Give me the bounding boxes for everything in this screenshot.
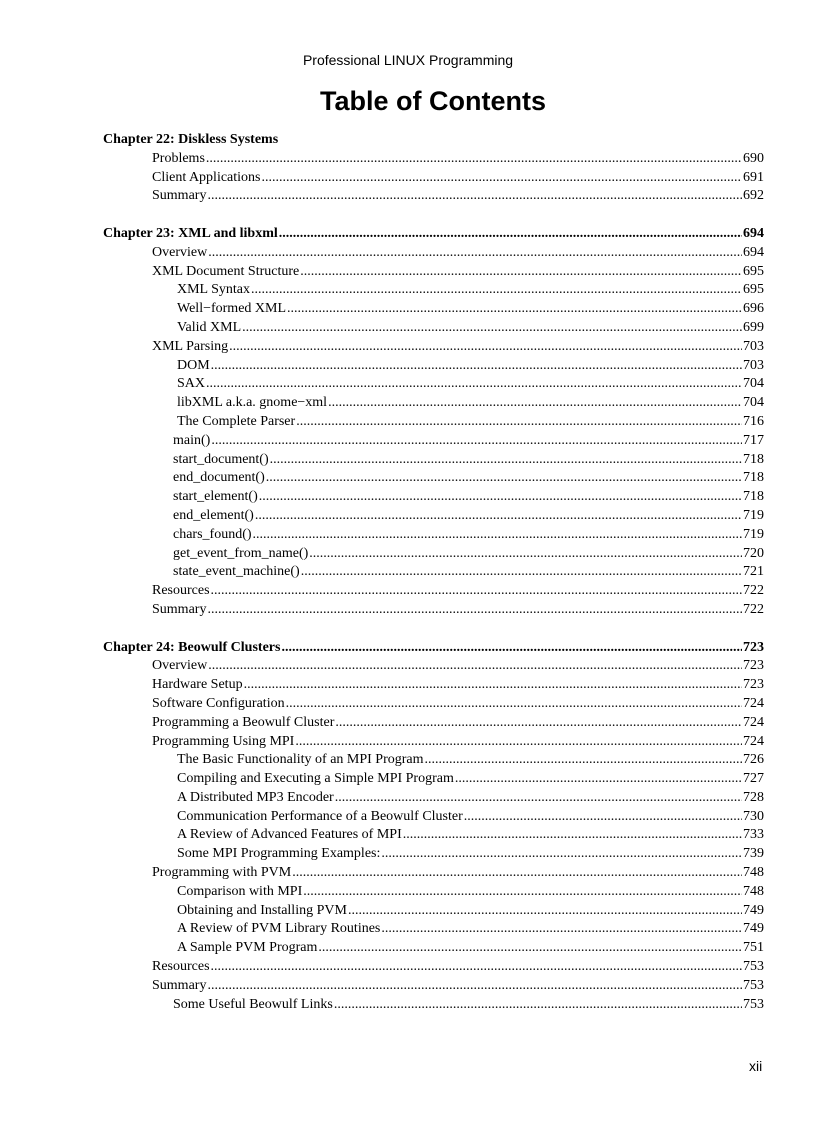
dot-leader [211, 357, 742, 376]
dot-leader [211, 958, 742, 977]
toc-page-number: 696 [743, 301, 764, 317]
toc-entry-label: Overview [152, 658, 208, 674]
toc-page-number: 720 [743, 545, 764, 561]
toc-entry-label: Some MPI Programming Examples: [177, 846, 381, 862]
toc-page-number: 726 [743, 752, 764, 768]
toc-entry-label: Valid XML [177, 319, 242, 335]
toc-entry-label: Programming with PVM [152, 865, 292, 881]
toc-entry-label: start_document() [173, 451, 269, 467]
toc-entry[interactable] [103, 507, 764, 526]
dot-leader [281, 639, 742, 658]
toc-page-number: 722 [743, 601, 764, 617]
toc-entry[interactable] [103, 357, 764, 376]
toc-page-number: 724 [743, 695, 764, 711]
toc-entry-label: Communication Performance of a Beowulf Cluster [177, 808, 463, 824]
toc-page-number: 723 [743, 639, 764, 655]
toc-entry[interactable] [103, 714, 764, 733]
toc-page-number: 695 [743, 263, 764, 279]
toc-chapter-entry[interactable] [103, 131, 764, 150]
toc-entry-label: Comparison with MPI [177, 883, 303, 899]
toc-page-number: 719 [743, 526, 764, 542]
toc-chapter-title: Chapter 22: Diskless Systems [103, 132, 279, 147]
toc-entry[interactable] [103, 958, 764, 977]
toc-entry-label: Programming Using MPI [152, 733, 295, 749]
toc-entry-label: Compiling and Executing a Simple MPI Program [177, 771, 454, 787]
dot-leader [381, 920, 742, 939]
dot-leader [455, 770, 742, 789]
toc-entry-label: Summary [152, 188, 207, 204]
toc-entry[interactable] [103, 469, 764, 488]
page-number: xii [749, 1058, 763, 1074]
dot-leader [244, 676, 742, 695]
toc-page-number: 724 [743, 733, 764, 749]
toc-entry[interactable] [103, 864, 764, 883]
dot-leader [287, 300, 742, 319]
toc-page-number: 691 [743, 169, 764, 185]
dot-leader [251, 281, 742, 300]
toc-page-number: 716 [743, 413, 764, 429]
toc-entry[interactable] [103, 695, 764, 714]
toc-chapter-title: Chapter 23: XML and libxml [103, 225, 278, 241]
toc-entry-label: Client Applications [152, 169, 261, 185]
toc-page-number: 721 [743, 564, 764, 580]
toc-entry-label: end_document() [173, 470, 265, 486]
toc-chapter-title: Chapter 24: Beowulf Clusters [103, 639, 281, 655]
toc-entry-label: end_element() [173, 507, 254, 523]
dot-leader [309, 545, 742, 564]
toc-entry-label: Hardware Setup [152, 677, 243, 693]
toc-page-number: 727 [743, 771, 764, 787]
toc-entry-label: The Basic Functionality of an MPI Program [177, 752, 424, 768]
dot-leader [296, 413, 742, 432]
toc-page-number: 695 [743, 282, 764, 298]
toc-entry[interactable] [103, 169, 764, 188]
toc-entry[interactable] [103, 263, 764, 282]
toc-entry[interactable] [103, 808, 764, 827]
toc-entry-label: Resources [152, 959, 210, 975]
toc-entry[interactable] [103, 432, 764, 451]
toc-entry-label: Problems [152, 150, 205, 166]
toc-entry-label: The Complete Parser [177, 413, 296, 429]
toc-entry[interactable] [103, 939, 764, 958]
toc-entry[interactable] [103, 545, 764, 564]
toc-entry-label: A Review of Advanced Features of MPI [177, 827, 402, 843]
toc-page-number: 753 [743, 959, 764, 975]
dot-leader [301, 563, 742, 582]
dot-leader [464, 808, 742, 827]
toc-page-number: 718 [743, 451, 764, 467]
toc-page-number: 722 [743, 583, 764, 599]
toc-page-number: 699 [743, 319, 764, 335]
toc-entry[interactable] [103, 451, 764, 470]
toc-page-number: 733 [743, 827, 764, 843]
toc-entry[interactable] [103, 751, 764, 770]
toc-page-number: 753 [743, 977, 764, 993]
toc-entry[interactable] [103, 977, 764, 996]
toc-page-number: 704 [743, 395, 764, 411]
toc-entry[interactable] [103, 770, 764, 789]
toc-page-number: 753 [743, 996, 764, 1012]
dot-leader [328, 394, 742, 413]
toc-entry-label: DOM [177, 357, 210, 373]
dot-leader [335, 714, 742, 733]
toc-entry[interactable] [103, 300, 764, 319]
toc-entry[interactable] [103, 244, 764, 263]
toc-page-number: 739 [743, 846, 764, 862]
toc-entry-label: start_element() [173, 489, 258, 505]
toc-page-number: 749 [743, 921, 764, 937]
dot-leader [208, 657, 742, 676]
toc-entry-label: A Distributed MP3 Encoder [177, 789, 334, 805]
toc-entry[interactable] [103, 413, 764, 432]
toc-entry-label: chars_found() [173, 526, 252, 542]
toc-page-number: 692 [743, 188, 764, 204]
toc-entry[interactable] [103, 733, 764, 752]
dot-leader [207, 977, 742, 996]
toc-entry[interactable] [103, 996, 764, 1015]
dot-leader [381, 845, 742, 864]
toc-chapter-entry[interactable] [103, 225, 764, 244]
toc-entry[interactable] [103, 902, 764, 921]
toc-entry[interactable] [103, 657, 764, 676]
toc-page-number: 728 [743, 789, 764, 805]
dot-leader [286, 695, 742, 714]
dot-leader [207, 187, 742, 206]
toc-page-number: 690 [743, 150, 764, 166]
dot-leader [335, 789, 742, 808]
toc-entry-label: Well−formed XML [177, 301, 287, 317]
toc-entry-label: Obtaining and Installing PVM [177, 902, 347, 918]
toc-page-number: 717 [743, 432, 764, 448]
toc-page-number: 723 [743, 677, 764, 693]
toc-entry[interactable] [103, 601, 764, 620]
dot-leader [262, 169, 743, 188]
toc-entry-label: A Sample PVM Program [177, 940, 318, 956]
toc-entry-label: libXML a.k.a. gnome−xml [177, 395, 328, 411]
toc-entry[interactable] [103, 394, 764, 413]
toc-entry[interactable] [103, 582, 764, 601]
toc-entry-label: state_event_machine() [173, 564, 300, 580]
toc-page-number: 749 [743, 902, 764, 918]
toc-entry[interactable] [103, 789, 764, 808]
toc-page-number: 703 [743, 338, 764, 354]
toc-page-number: 718 [743, 489, 764, 505]
dot-leader [292, 864, 742, 883]
toc-chapter-entry[interactable] [103, 639, 764, 658]
dot-leader [295, 733, 742, 752]
toc-entry-label: Overview [152, 244, 208, 260]
toc-entry-label: A Review of PVM Library Routines [177, 921, 381, 937]
toc-page-number: 703 [743, 357, 764, 373]
dot-leader [270, 451, 742, 470]
dot-leader [206, 150, 742, 169]
page-title: Table of Contents [320, 86, 546, 116]
toc-entry-label: main() [173, 432, 211, 448]
toc-page-number: 723 [743, 658, 764, 674]
toc-page-number: 718 [743, 470, 764, 486]
toc-entry[interactable] [103, 281, 764, 300]
toc-entry[interactable] [103, 338, 764, 357]
dot-leader [211, 582, 742, 601]
dot-leader [425, 751, 742, 770]
toc-entry-label: Resources [152, 583, 210, 599]
toc-entry[interactable] [103, 526, 764, 545]
toc-page-number: 730 [743, 808, 764, 824]
dot-leader [279, 225, 742, 244]
toc-page-number: 724 [743, 714, 764, 730]
toc-entry-label: XML Parsing [152, 338, 229, 354]
toc-entry[interactable] [103, 563, 764, 582]
toc-entry-label: XML Syntax [177, 282, 250, 298]
toc-entry[interactable] [103, 920, 764, 939]
dot-leader [348, 902, 742, 921]
toc-entry[interactable] [103, 676, 764, 695]
dot-leader [253, 526, 742, 545]
dot-leader [211, 432, 742, 451]
toc-page-number: 694 [743, 225, 764, 241]
toc-entry[interactable] [103, 883, 764, 902]
toc-entry[interactable] [103, 150, 764, 169]
toc-entry-label: Some Useful Beowulf Links [173, 996, 333, 1012]
dot-leader [208, 244, 742, 263]
toc-entry-label: XML Document Structure [152, 263, 300, 279]
dot-leader [259, 488, 742, 507]
toc-entry[interactable] [103, 826, 764, 845]
toc-entry-label: Summary [152, 601, 207, 617]
toc-entry[interactable] [103, 375, 764, 394]
dot-leader [229, 338, 742, 357]
toc-entry-label: get_event_from_name() [173, 545, 309, 561]
dot-leader [242, 319, 742, 338]
dot-leader [300, 263, 742, 282]
table-of-contents [103, 131, 764, 1014]
toc-entry[interactable] [103, 845, 764, 864]
toc-page-number: 748 [743, 865, 764, 881]
toc-page-number: 751 [743, 940, 764, 956]
toc-entry[interactable] [103, 187, 764, 206]
toc-entry[interactable] [103, 319, 764, 338]
toc-page-number: 719 [743, 507, 764, 523]
running-header: Professional LINUX Programming [302, 52, 514, 68]
dot-leader [206, 375, 742, 394]
toc-entry-label: Software Configuration [152, 695, 285, 711]
toc-page-number: 748 [743, 883, 764, 899]
dot-leader [303, 883, 742, 902]
toc-page-number: 694 [743, 244, 764, 260]
toc-entry[interactable] [103, 488, 764, 507]
toc-page-number: 704 [743, 376, 764, 392]
toc-entry-label: SAX [177, 376, 206, 392]
toc-entry-label: Programming a Beowulf Cluster [152, 714, 335, 730]
dot-leader [318, 939, 742, 958]
dot-leader [255, 507, 742, 526]
toc-entry-label: Summary [152, 977, 207, 993]
dot-leader [207, 601, 742, 620]
dot-leader [266, 469, 742, 488]
dot-leader [403, 826, 742, 845]
dot-leader [334, 996, 742, 1015]
